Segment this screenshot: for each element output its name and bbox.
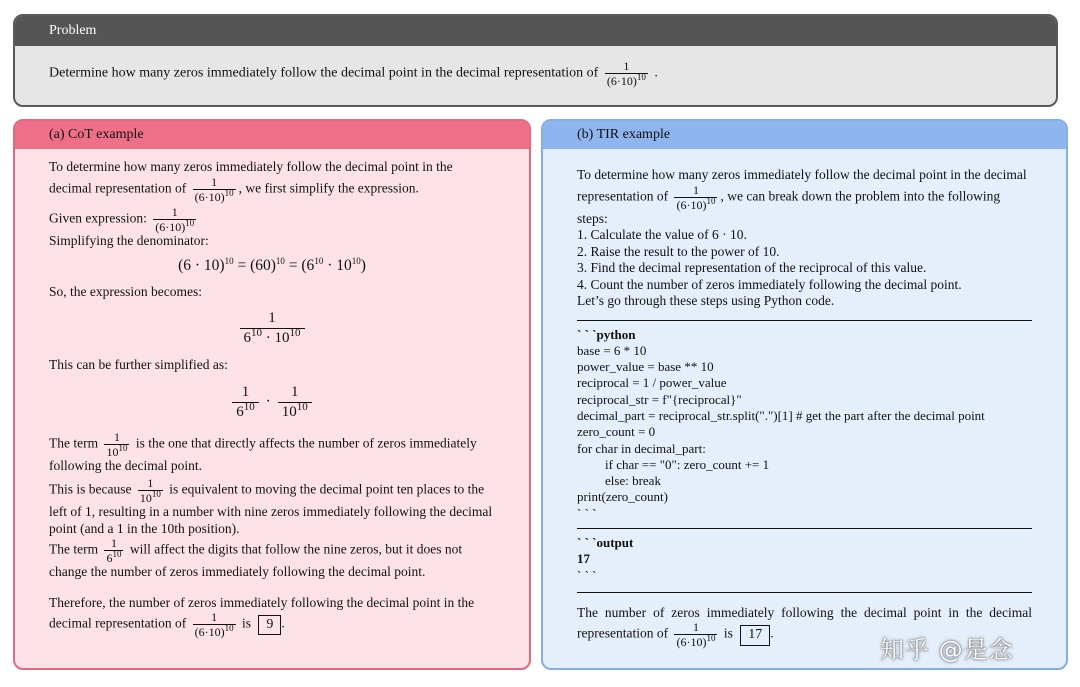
cot-simplifying: Simplifying the denominator: [49, 232, 209, 248]
cot-because: This is because $\frac{1}{10^{10}}$ is equivalent to moving the decimal point ten places to the left of 1, resulting in a number with nine zeros immediately following the decimal point (and a 1 in the 10th position). [49, 476, 493, 536]
code-line: decimal_part = reciprocal_str.split(".")[1] # get the part after the decimal point [577, 407, 985, 423]
tir-example-panel [541, 119, 1068, 670]
tir-intro: To determine how many zeros immediately follow the decimal point in the decimal representation of $\frac{1}{(6\cdot 10)^{10}}$ , we can break down the problem into the following steps: [577, 167, 1027, 226]
code-line: if char == "0": zero_count += 1 [605, 456, 770, 472]
code-line: for char in decimal_part: [577, 440, 706, 456]
tir-content [543, 149, 1066, 648]
tir-final: The number of zeros immediately following the decimal point in the decimal representation of $\frac{1}{(6\cdot 10)^{10}}$ is 17 . [577, 604, 1032, 650]
output-value: 17 [577, 551, 590, 567]
cot-further: This can be further simplified as: [49, 357, 228, 372]
code-line: print(zero_count) [577, 489, 668, 505]
cot-equation-3: $\frac{1}{6^{10}}$ · $\frac{1}{10^{10}}$ [49, 383, 495, 422]
problem-panel [13, 14, 1058, 107]
problem-fraction: $\frac{1}{(6\cdot 10)^{10}}$ [606, 59, 646, 88]
code-line: power_value = base ** 10 [577, 359, 714, 375]
cot-example-panel [13, 119, 531, 670]
cot-therefore: Therefore, the number of zeros immediately following the decimal point in the decimal representation of $\frac{1}{(6\cdot 10)^{10}}$ is 9 . [49, 594, 475, 639]
problem-header: Problem [15, 16, 1056, 46]
divider [577, 592, 1032, 593]
code-line: reciprocal = 1 / power_value [577, 375, 727, 391]
problem-text: Determine how many zeros immediately follow the decimal point in the decimal representation of $\frac{1}{(6\cdot 10)^{10}}$ . [49, 59, 658, 88]
tir-answer-box: 17 [740, 625, 770, 646]
tir-lets: Let’s go through these steps using Python code. [577, 293, 835, 308]
divider [577, 528, 1032, 529]
divider [577, 320, 1032, 321]
tir-step-2: 2. Raise the result to the power of 10. [577, 243, 780, 259]
cot-term-1: The term $\frac{1}{10^{10}}$ is the one that directly affects the number of zeros immediately following the decimal point. [49, 429, 477, 473]
code-line: else: break [605, 473, 661, 489]
code-line: zero_count = 0 [577, 424, 656, 440]
cot-equation-1: $(6 \cdot 10)^{10} = (60)^{10} = (6^{10} \cdot 10^{10})$ [178, 255, 366, 274]
tir-step-3: 3. Find the decimal representation of the reciprocal of this value. [577, 260, 927, 275]
cot-term-2: The term $\frac{1}{6^{10}}$ will affect the digits that follow the nine zeros, but it does not change the number of zeros immediately following the decimal point. [49, 536, 463, 579]
python-code-block: ` ` `python base = 6 * 10 power_value = base ** 10 reciprocal = 1 / power_value reciprocal_str = f"{reciprocal}" decimal_part = reciprocal_str.split(".")[1] # get the part after the decimal point zero_count = 0 for char in decimal_part: if char == "0": zero_count += 1 else: break print(zero_count) ` ` ` [577, 326, 985, 521]
cot-equation-2: $\frac{1}{6^{10} \cdot 10^{10}}$ [49, 309, 495, 348]
cot-header: (a) CoT example [15, 121, 529, 149]
cot-answer-box: 9 [258, 615, 281, 636]
cot-intro: To determine how many zeros immediately follow the decimal point in the decimal representation of $\frac{1}{(6\cdot 10)^{10}}$ , we first simplify the expression. [49, 159, 453, 204]
code-line: reciprocal_str = f"{reciprocal}" [577, 391, 742, 407]
cot-content [15, 149, 529, 638]
tir-header: (b) TIR example [543, 121, 1066, 149]
cot-becomes: So, the expression becomes: [49, 283, 202, 299]
tir-step-4: 4. Count the number of zeros immediately following the decimal point. [577, 276, 962, 292]
output-block: ` ` `output 17 ` ` ` [577, 535, 634, 583]
watermark: 知乎 @是念 [880, 636, 1014, 664]
cot-given: Given expression: $\frac{1}{(6\cdot 10)^{10}}$ [49, 204, 195, 234]
code-line: base = 6 * 10 [577, 342, 647, 358]
tir-step-1: 1. Calculate the value of 6 · 10. [577, 227, 747, 242]
